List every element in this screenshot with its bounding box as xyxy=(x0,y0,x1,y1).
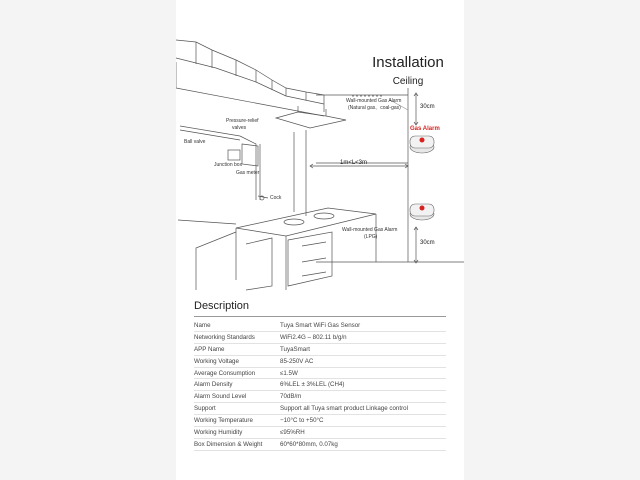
label-valves: valves xyxy=(232,125,247,131)
installation-title: Installation xyxy=(372,54,444,71)
spec-value: WiFi2.4G – 802.11 b/g/n xyxy=(280,331,446,343)
table-row xyxy=(194,331,446,343)
spec-key: Name xyxy=(194,320,280,331)
label-ball-valve: Ball valve xyxy=(184,139,206,145)
spec-key: Alarm Sound Level xyxy=(194,391,280,403)
label-range: 1m<L<3m xyxy=(340,160,368,166)
table-row xyxy=(194,379,446,391)
table-row xyxy=(194,320,446,331)
installation-subtitle: Ceiling xyxy=(392,76,424,87)
table-row xyxy=(194,355,446,367)
label-distance-top: 30cm xyxy=(420,104,435,110)
spec-key: Working Voltage xyxy=(194,355,280,367)
product-card xyxy=(176,0,464,480)
label-gas-meter: Gas meter xyxy=(236,170,260,176)
spec-value: 70dB/m xyxy=(280,391,446,403)
label-distance-bottom: 30cm xyxy=(420,240,435,246)
spec-value: Tuya Smart WiFi Gas Sensor xyxy=(280,320,446,331)
label-wall-alarm-top-gas: (Natural gas、coal-gas) xyxy=(348,105,401,111)
label-junction-box: Junction box xyxy=(214,162,243,168)
table-row xyxy=(194,367,446,379)
table-row xyxy=(194,427,446,439)
spec-value: 60*60*80mm, 0.07kg xyxy=(280,438,446,450)
spec-value: −10°C to +50°C xyxy=(280,415,446,427)
label-cock: Cock xyxy=(270,195,282,201)
label-wall-alarm-bottom-gas: (LPG) xyxy=(364,234,378,240)
spec-value: 85-250V AC xyxy=(280,355,446,367)
spec-value: 6%LEL ± 3%LEL (CH4) xyxy=(280,379,446,391)
spec-key: Alarm Density xyxy=(194,379,280,391)
spec-value: ≤95%RH xyxy=(280,427,446,439)
description-divider xyxy=(194,316,446,317)
label-pressure-relief: Pressure-relief xyxy=(226,118,259,124)
kitchen-installation-diagram xyxy=(176,0,464,292)
label-gas-alarm: Gas Alarm xyxy=(410,126,440,132)
table-row xyxy=(194,403,446,415)
table-row xyxy=(194,391,446,403)
spec-key: Support xyxy=(194,403,280,415)
description-title: Description xyxy=(194,300,250,312)
spec-value: TuyaSmart xyxy=(280,343,446,355)
label-wall-alarm-bottom: Wall-mounted Gas Alarm xyxy=(342,227,398,233)
spec-key: Working Temperature xyxy=(194,415,280,427)
spec-value: ≤1.5W xyxy=(280,367,446,379)
spec-value: Support all Tuya smart product Linkage control xyxy=(280,403,446,415)
table-row xyxy=(194,415,446,427)
table-row xyxy=(194,343,446,355)
spec-key: Working Humidity xyxy=(194,427,280,439)
spec-key: Networking Standards xyxy=(194,331,280,343)
label-wall-alarm-top: Wall-mounted Gas Alarm xyxy=(346,98,402,104)
spec-key: Box Dimension & Weight xyxy=(194,438,280,450)
spec-key: Average Consumption xyxy=(194,367,280,379)
table-row xyxy=(194,438,446,450)
spec-key: APP Name xyxy=(194,343,280,355)
spec-table xyxy=(194,320,446,451)
